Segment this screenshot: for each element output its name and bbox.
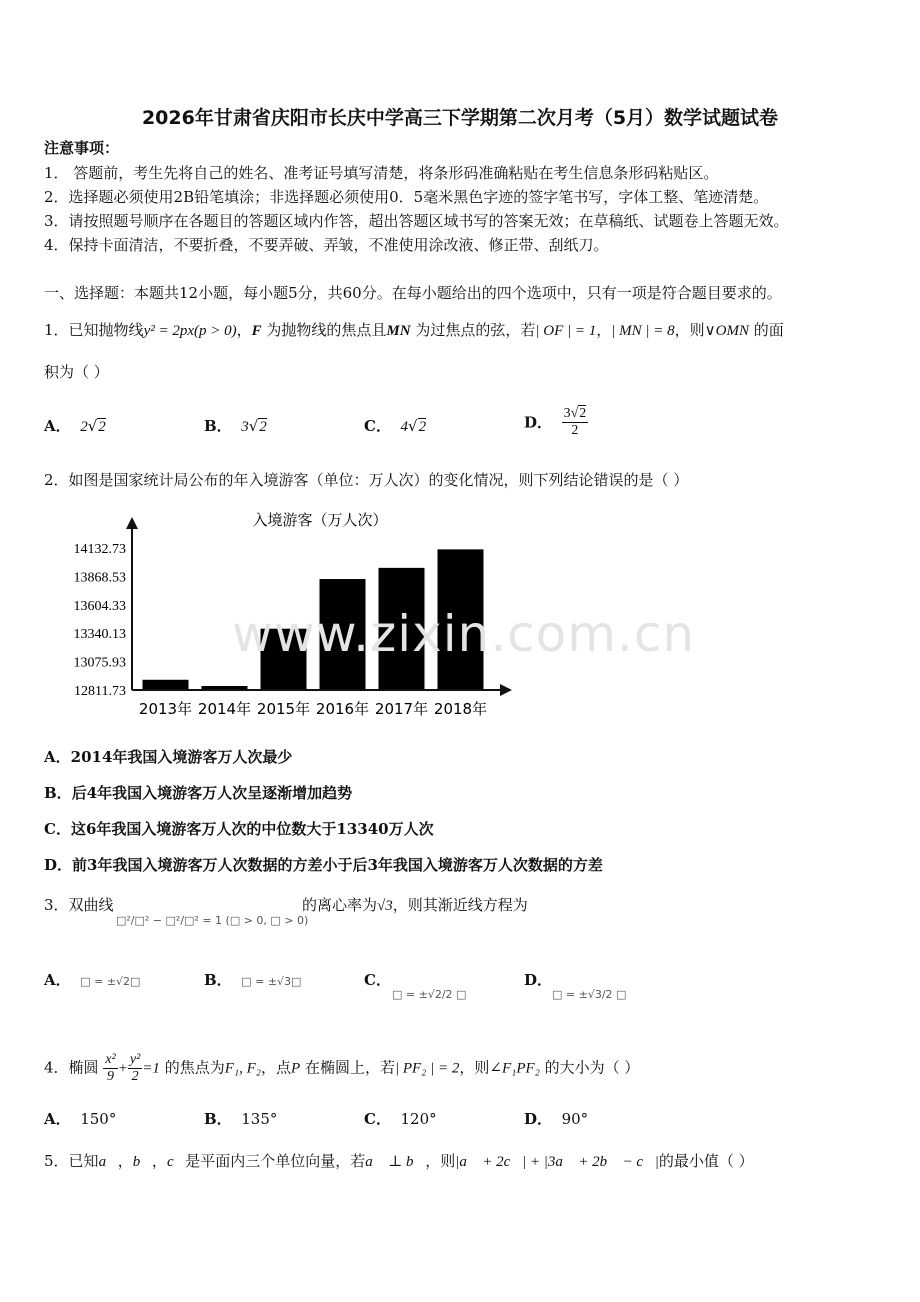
- option-text: 后4年我国入境游客万人次呈逐渐增加趋势: [71, 784, 353, 802]
- math-expr: 2: [571, 423, 579, 438]
- question-text: 的焦点为: [159, 1058, 225, 1077]
- question-number: 1．: [44, 321, 69, 339]
- notice-item: 2．选择题必须使用2B铅笔填涂；非选择题必须使用0．5毫米黑色字迹的签字笔书写，字体工整、笔迹清楚。: [44, 188, 769, 206]
- question-text: 积为（ ）: [44, 363, 109, 381]
- option-text: 120°: [400, 1110, 437, 1128]
- option-label: C．: [364, 417, 391, 435]
- question-text: 已知: [68, 1152, 99, 1170]
- option-text: 135°: [241, 1110, 278, 1128]
- notice-item: 1． 答题前，考生先将自己的姓名、准考证号填写清楚，将条形码准确粘贴在考生信息条形码粘贴区。: [44, 164, 719, 182]
- option-a[interactable]: A． 2√2: [44, 417, 106, 435]
- math-expr: | MN | = 8: [611, 323, 675, 339]
- option-a[interactable]: [44, 970, 140, 992]
- math-expr: ∠F₁PF₂: [489, 1060, 540, 1077]
- question-1: [44, 320, 784, 341]
- question-text: ，: [117, 1152, 133, 1170]
- math-var: P: [291, 1060, 301, 1077]
- notice-item: 3．请按照题号顺序在各题目的答题区域内作答，超出答题区域书写的答案无效；在草稿纸、试题卷上答题无效。: [44, 212, 789, 230]
- option-label: D．: [524, 413, 553, 432]
- option-text: 90°: [561, 1110, 589, 1128]
- option-a[interactable]: [44, 1109, 116, 1129]
- x-tick-label: 2014年: [197, 700, 252, 718]
- math-var: c⃗: [166, 1154, 186, 1170]
- watermark: www.zixin.com.cn: [232, 605, 696, 663]
- question-text: 为抛物线的焦点且: [261, 321, 387, 339]
- x-tick-label: 2017年: [374, 700, 429, 718]
- question-text: ，: [236, 321, 252, 339]
- math-expr: 2: [80, 419, 88, 435]
- chart-title: 入境游客（万人次）: [252, 511, 388, 529]
- math-expr: F₁, F₂: [224, 1060, 261, 1077]
- y-tick-label: 14132.73: [73, 542, 126, 557]
- math-var: b⃗: [132, 1154, 152, 1170]
- question-text: ，: [151, 1152, 167, 1170]
- math-var: MN: [386, 323, 411, 339]
- option-c[interactable]: C． 4√2: [364, 417, 427, 435]
- notice-heading: 注意事项：: [44, 139, 120, 157]
- option-text: 2014年我国入境游客万人次最少: [70, 748, 293, 766]
- question-text: 在椭圆上，若: [300, 1058, 395, 1077]
- x-tick-label: 2018年: [433, 700, 488, 718]
- math-expr: □ = ±√2/2 □: [392, 988, 467, 1001]
- option-label: D．: [524, 971, 553, 989]
- y-tick-label: 12811.73: [74, 684, 126, 699]
- question-text: ，: [596, 321, 612, 339]
- option-label: C．: [364, 971, 391, 989]
- option-c[interactable]: [364, 1109, 437, 1129]
- question-text: ，则: [425, 1152, 456, 1170]
- math-expr: √3: [377, 898, 393, 914]
- option-label: B．: [44, 784, 72, 802]
- math-expr: 4: [400, 419, 408, 435]
- option-b[interactable]: [44, 783, 352, 803]
- question-text: [302, 895, 528, 916]
- y-tick-label: 13604.33: [73, 598, 126, 614]
- question-text: ，则其渐近线方程为: [392, 896, 528, 914]
- option-c[interactable]: [364, 970, 391, 990]
- option-d[interactable]: D． $\frac{3√2}{2}$: [524, 406, 587, 438]
- option-label: A．: [44, 1110, 71, 1128]
- page-title: 2026年甘肃省庆阳市长庆中学高三下学期第二次月考（5月）数学试题试卷: [141, 107, 779, 129]
- question-5: [44, 1151, 754, 1172]
- math-expr: □ = ±√2□: [80, 975, 141, 988]
- math-expr: y² = 2px(p > 0): [143, 323, 237, 339]
- question-number: 2．: [44, 471, 69, 489]
- math-var: a⃗: [98, 1154, 118, 1170]
- x-tick-label: 2015年: [256, 700, 311, 718]
- option-label: A．: [44, 748, 71, 766]
- ellipse-term-y: $\frac{\text{y²}}{2}$: [129, 1052, 141, 1084]
- math-expr: 3: [241, 419, 249, 435]
- option-label: C．: [44, 820, 71, 838]
- question-number: 4．: [44, 1058, 69, 1077]
- option-label: B．: [204, 1110, 232, 1128]
- option-d[interactable]: [524, 1109, 588, 1129]
- option-c[interactable]: [44, 819, 434, 839]
- y-axis-arrow: [126, 517, 138, 529]
- question-text: 的最小值（ ）: [658, 1152, 754, 1170]
- question-text: 如图是国家统计局公布的年入境游客（单位：万人次）的变化情况，则下列结论错误的是（ ）: [68, 471, 689, 489]
- question-number: 3．: [44, 896, 69, 914]
- option-label: C．: [364, 1110, 391, 1128]
- ellipse-term-x: $\frac{\text{x²}}{9}$: [105, 1052, 116, 1084]
- question-3: [44, 895, 114, 915]
- x-axis-arrow: [500, 684, 512, 696]
- option-label: D．: [44, 856, 73, 874]
- math-expr: |a⃗ + 2c⃗| + |3a⃗ + 2b⃗ − c⃗|: [455, 1154, 659, 1170]
- math-expr: □²/□² − □²/□² = 1 (□ > 0, □ > 0): [116, 914, 309, 927]
- math-expr: | PF₂ | = 2: [394, 1060, 460, 1077]
- question-2: [44, 470, 688, 490]
- notice-item: 4．保持卡面清洁，不要折叠，不要弄破、弄皱，不准使用涂改液、修正带、刮纸刀。: [44, 236, 609, 254]
- option-b[interactable]: [204, 1109, 277, 1129]
- option-label: D．: [524, 1110, 553, 1128]
- option-label: A．: [44, 971, 71, 989]
- question-text: 椭圆: [68, 1058, 99, 1077]
- option-b[interactable]: B． 3√2: [204, 417, 267, 435]
- question-text: ，则: [674, 321, 705, 339]
- math-expr: 3: [563, 406, 571, 421]
- question-4: 4．椭圆 $\frac{\text{x²}}{9}$ + $\frac{\text{y²}}{2}$ =1 的焦点为F₁, F₂，点P 在椭圆上，若| PF₂ | = 2，则∠F₁PF₂ 的大小为（ ）: [44, 1052, 640, 1084]
- math-expr: ∨OMN: [704, 323, 749, 339]
- option-label: B．: [204, 417, 232, 435]
- math-expr: a⃗ ⊥ b⃗: [365, 1154, 426, 1170]
- x-tick-label: 2013年: [138, 700, 193, 718]
- question-text: 的面: [748, 321, 784, 339]
- question-text: 双曲线: [68, 896, 114, 914]
- y-tick-label: 13340.13: [73, 627, 126, 643]
- option-d[interactable]: [524, 970, 552, 990]
- question-text: ，则: [459, 1058, 490, 1077]
- question-text: 的大小为（ ）: [539, 1058, 640, 1077]
- option-text: 前3年我国入境游客万人次数据的方差小于后3年我国入境游客万人次数据的方差: [72, 856, 603, 874]
- option-a[interactable]: [44, 747, 292, 767]
- option-d[interactable]: [44, 855, 603, 875]
- question-text: 已知抛物线: [68, 321, 144, 339]
- y-tick-label: 13868.53: [73, 570, 126, 586]
- question-text: 的离心率为: [302, 896, 378, 914]
- option-b[interactable]: [204, 970, 301, 992]
- math-expr: 2: [418, 419, 427, 435]
- question-text: 为过焦点的弦，若: [410, 321, 536, 339]
- section-heading: 一、选择题：本题共12小题，每小题5分，共60分。在每小题给出的四个选项中，只有一项是符合题目要求的。: [44, 284, 782, 302]
- option-label: B．: [204, 971, 232, 989]
- question-text: ，点: [260, 1058, 291, 1077]
- math-expr: | OF | = 1: [535, 323, 597, 339]
- option-text: 这6年我国入境游客万人次的中位数大于13340万人次: [70, 820, 434, 838]
- math-expr: □ = ±√3□: [241, 975, 302, 988]
- question-text: 是平面内三个单位向量，若: [185, 1152, 366, 1170]
- math-expr: 2: [259, 419, 267, 435]
- option-text: 150°: [80, 1110, 117, 1128]
- option-label: A．: [44, 417, 71, 435]
- math-expr: 2: [98, 419, 106, 435]
- y-tick-label: 13075.93: [73, 655, 126, 671]
- bar-2013年: [143, 680, 189, 690]
- math-var: F: [251, 323, 262, 339]
- x-tick-label: 2016年: [315, 700, 370, 718]
- math-expr: □ = ±√3/2 □: [552, 988, 627, 1001]
- question-number: 5．: [44, 1152, 69, 1170]
- math-expr: 2: [579, 406, 587, 421]
